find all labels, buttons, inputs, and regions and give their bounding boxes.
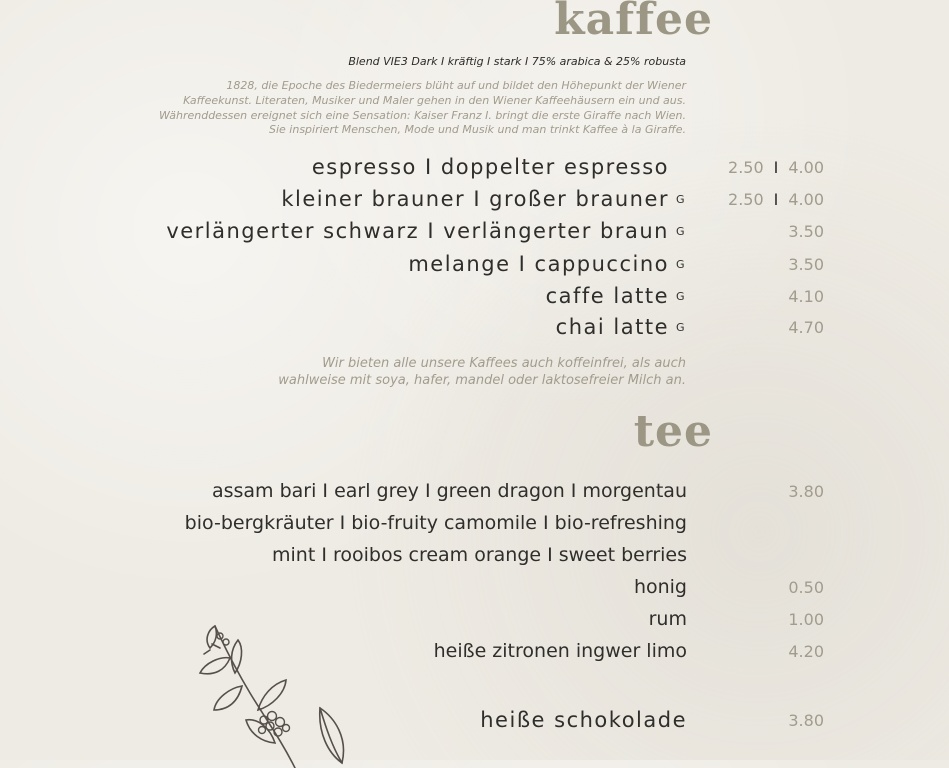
menu-item-melange	[408, 249, 824, 279]
menu-item-verlaengerter	[166, 216, 824, 246]
gluten-marker: G	[676, 192, 685, 206]
price-large: 4.00	[788, 189, 824, 209]
item-name: kleiner brauner I großer brauner	[281, 187, 669, 211]
price-small: 2.50	[728, 189, 764, 209]
item-name: honig	[633, 576, 687, 598]
item-name: chai latte	[555, 315, 669, 339]
gluten-marker: G	[676, 257, 685, 271]
item-price: 3.80	[788, 710, 824, 730]
intro-line: Währenddessen ereignet sich eine Sensation: Kaiser Franz I. bringt die erste Giraffe nach Wien.	[158, 108, 686, 122]
item-price: 3.50	[788, 221, 824, 241]
item-price: 4.70	[788, 317, 824, 337]
item-name: heiße zitronen ingwer limo	[433, 640, 687, 662]
item-price: 0.50	[788, 577, 824, 597]
item-price: 4.10	[788, 286, 824, 306]
item-name: bio-bergkräuter I bio-fruity camomile I bio-refreshing	[184, 512, 687, 534]
item-price: 4.20	[788, 641, 824, 661]
tee-title: tee	[633, 406, 713, 457]
menu-item-rum	[649, 604, 824, 634]
note-line: wahlweise mit soya, hafer, mandel oder laktosefreier Milch an.	[278, 373, 686, 388]
intro-line: Sie inspiriert Menschen, Mode und Musik und man trinkt Kaffee à la Giraffe.	[269, 123, 686, 137]
price-large: 4.00	[788, 157, 824, 177]
kaffee-note	[278, 355, 686, 389]
item-name: rum	[648, 608, 687, 630]
price-separator: I	[773, 189, 779, 209]
menu-item-tea-bio	[185, 508, 824, 538]
kaffee-title: kaffee	[554, 0, 713, 45]
price-separator: I	[773, 157, 779, 177]
gluten-marker: G	[676, 224, 685, 238]
item-name: espresso I doppelter espresso	[311, 155, 669, 179]
item-name: heiße schokolade	[480, 708, 687, 732]
intro-line: 1828, die Epoche des Biedermeiers blüht auf und bildet den Höhepunkt der Wiener	[226, 79, 686, 92]
item-price	[687, 158, 824, 177]
item-name: assam bari I earl grey I green dragon I morgentau	[211, 480, 687, 502]
gluten-marker: G	[676, 289, 685, 303]
item-name: mint I rooibos cream orange I sweet berries	[272, 544, 687, 566]
kaffee-intro	[159, 79, 686, 138]
intro-line: Kaffeekunst. Literaten, Musiker und Maler gehen in den Wiener Kaffeehäusern ein und aus.	[183, 93, 686, 107]
item-price: 3.50	[788, 254, 824, 274]
item-price	[687, 190, 824, 209]
item-name: melange I cappuccino	[408, 252, 669, 276]
coffee-plant-sprig-icon	[180, 618, 360, 768]
menu-item-ingwer-limo	[434, 636, 824, 666]
menu-item-brauner	[281, 184, 824, 214]
menu-item-chai-latte	[556, 312, 824, 342]
menu-item-espresso	[312, 152, 824, 182]
menu-item-honig	[634, 572, 824, 602]
item-price: 3.80	[788, 481, 824, 501]
note-line: Wir bieten alle unsere Kaffees auch koffeinfrei, als auch	[322, 356, 686, 371]
price-small: 2.50	[728, 157, 764, 177]
menu-item-schokolade	[480, 705, 824, 735]
menu-item-tea-mint	[272, 540, 824, 570]
blend-info: Blend VIE3 Dark I kräftig I stark I 75% arabica & 25% robusta	[348, 55, 686, 68]
menu-item-tea-classic	[212, 476, 824, 506]
item-name: verlängerter schwarz I verlängerter braun	[166, 219, 669, 243]
menu-item-caffe-latte	[546, 281, 824, 311]
gluten-marker: G	[676, 320, 685, 334]
item-price: 1.00	[788, 609, 824, 629]
item-name: caffe latte	[545, 284, 669, 308]
